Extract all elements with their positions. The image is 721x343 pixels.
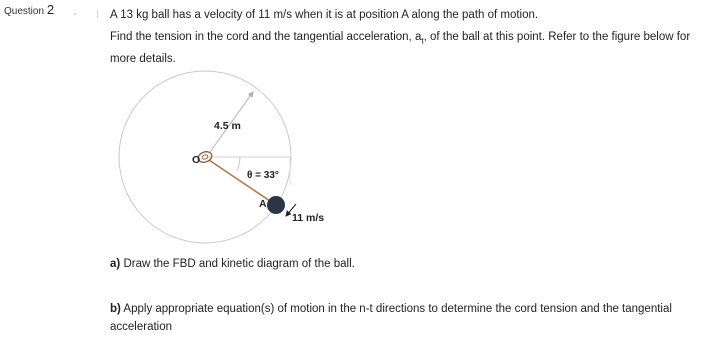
problem-statement: A 13 kg ball has a velocity of 11 m/s when it is at position A along the path of motion.: [110, 9, 539, 21]
part-a-text: Draw the FBD and kinetic diagram of the ball.: [123, 258, 355, 270]
cord-line: [209, 160, 273, 203]
point-a-label: A: [259, 198, 267, 210]
part-b-text: Apply appropriate equation(s) of motion in the n-t directions to determine the cord tension and the tangential acceleration: [110, 303, 672, 333]
velocity-label: 11 m/s: [292, 212, 325, 224]
part-b-label: b): [110, 303, 121, 315]
ball: [267, 196, 285, 214]
radius-label: 4.5 m: [214, 120, 241, 132]
question-number: 2: [46, 2, 55, 17]
question-label-text: Question: [4, 6, 45, 17]
instruction-text-start: Find the tension in the cord and the tangential acceleration, a: [110, 31, 422, 43]
origin-label: O: [192, 154, 201, 166]
angle-arc: [237, 157, 240, 171]
part-b: [110, 300, 710, 336]
part-a: [110, 255, 355, 273]
part-a-label: a): [110, 258, 121, 270]
tangential-subscript: t: [421, 36, 424, 46]
instruction-text-end: , of the ball at this point. Refer to the figure below for more details.: [110, 31, 691, 66]
angle-label: θ = 33°: [247, 170, 279, 181]
